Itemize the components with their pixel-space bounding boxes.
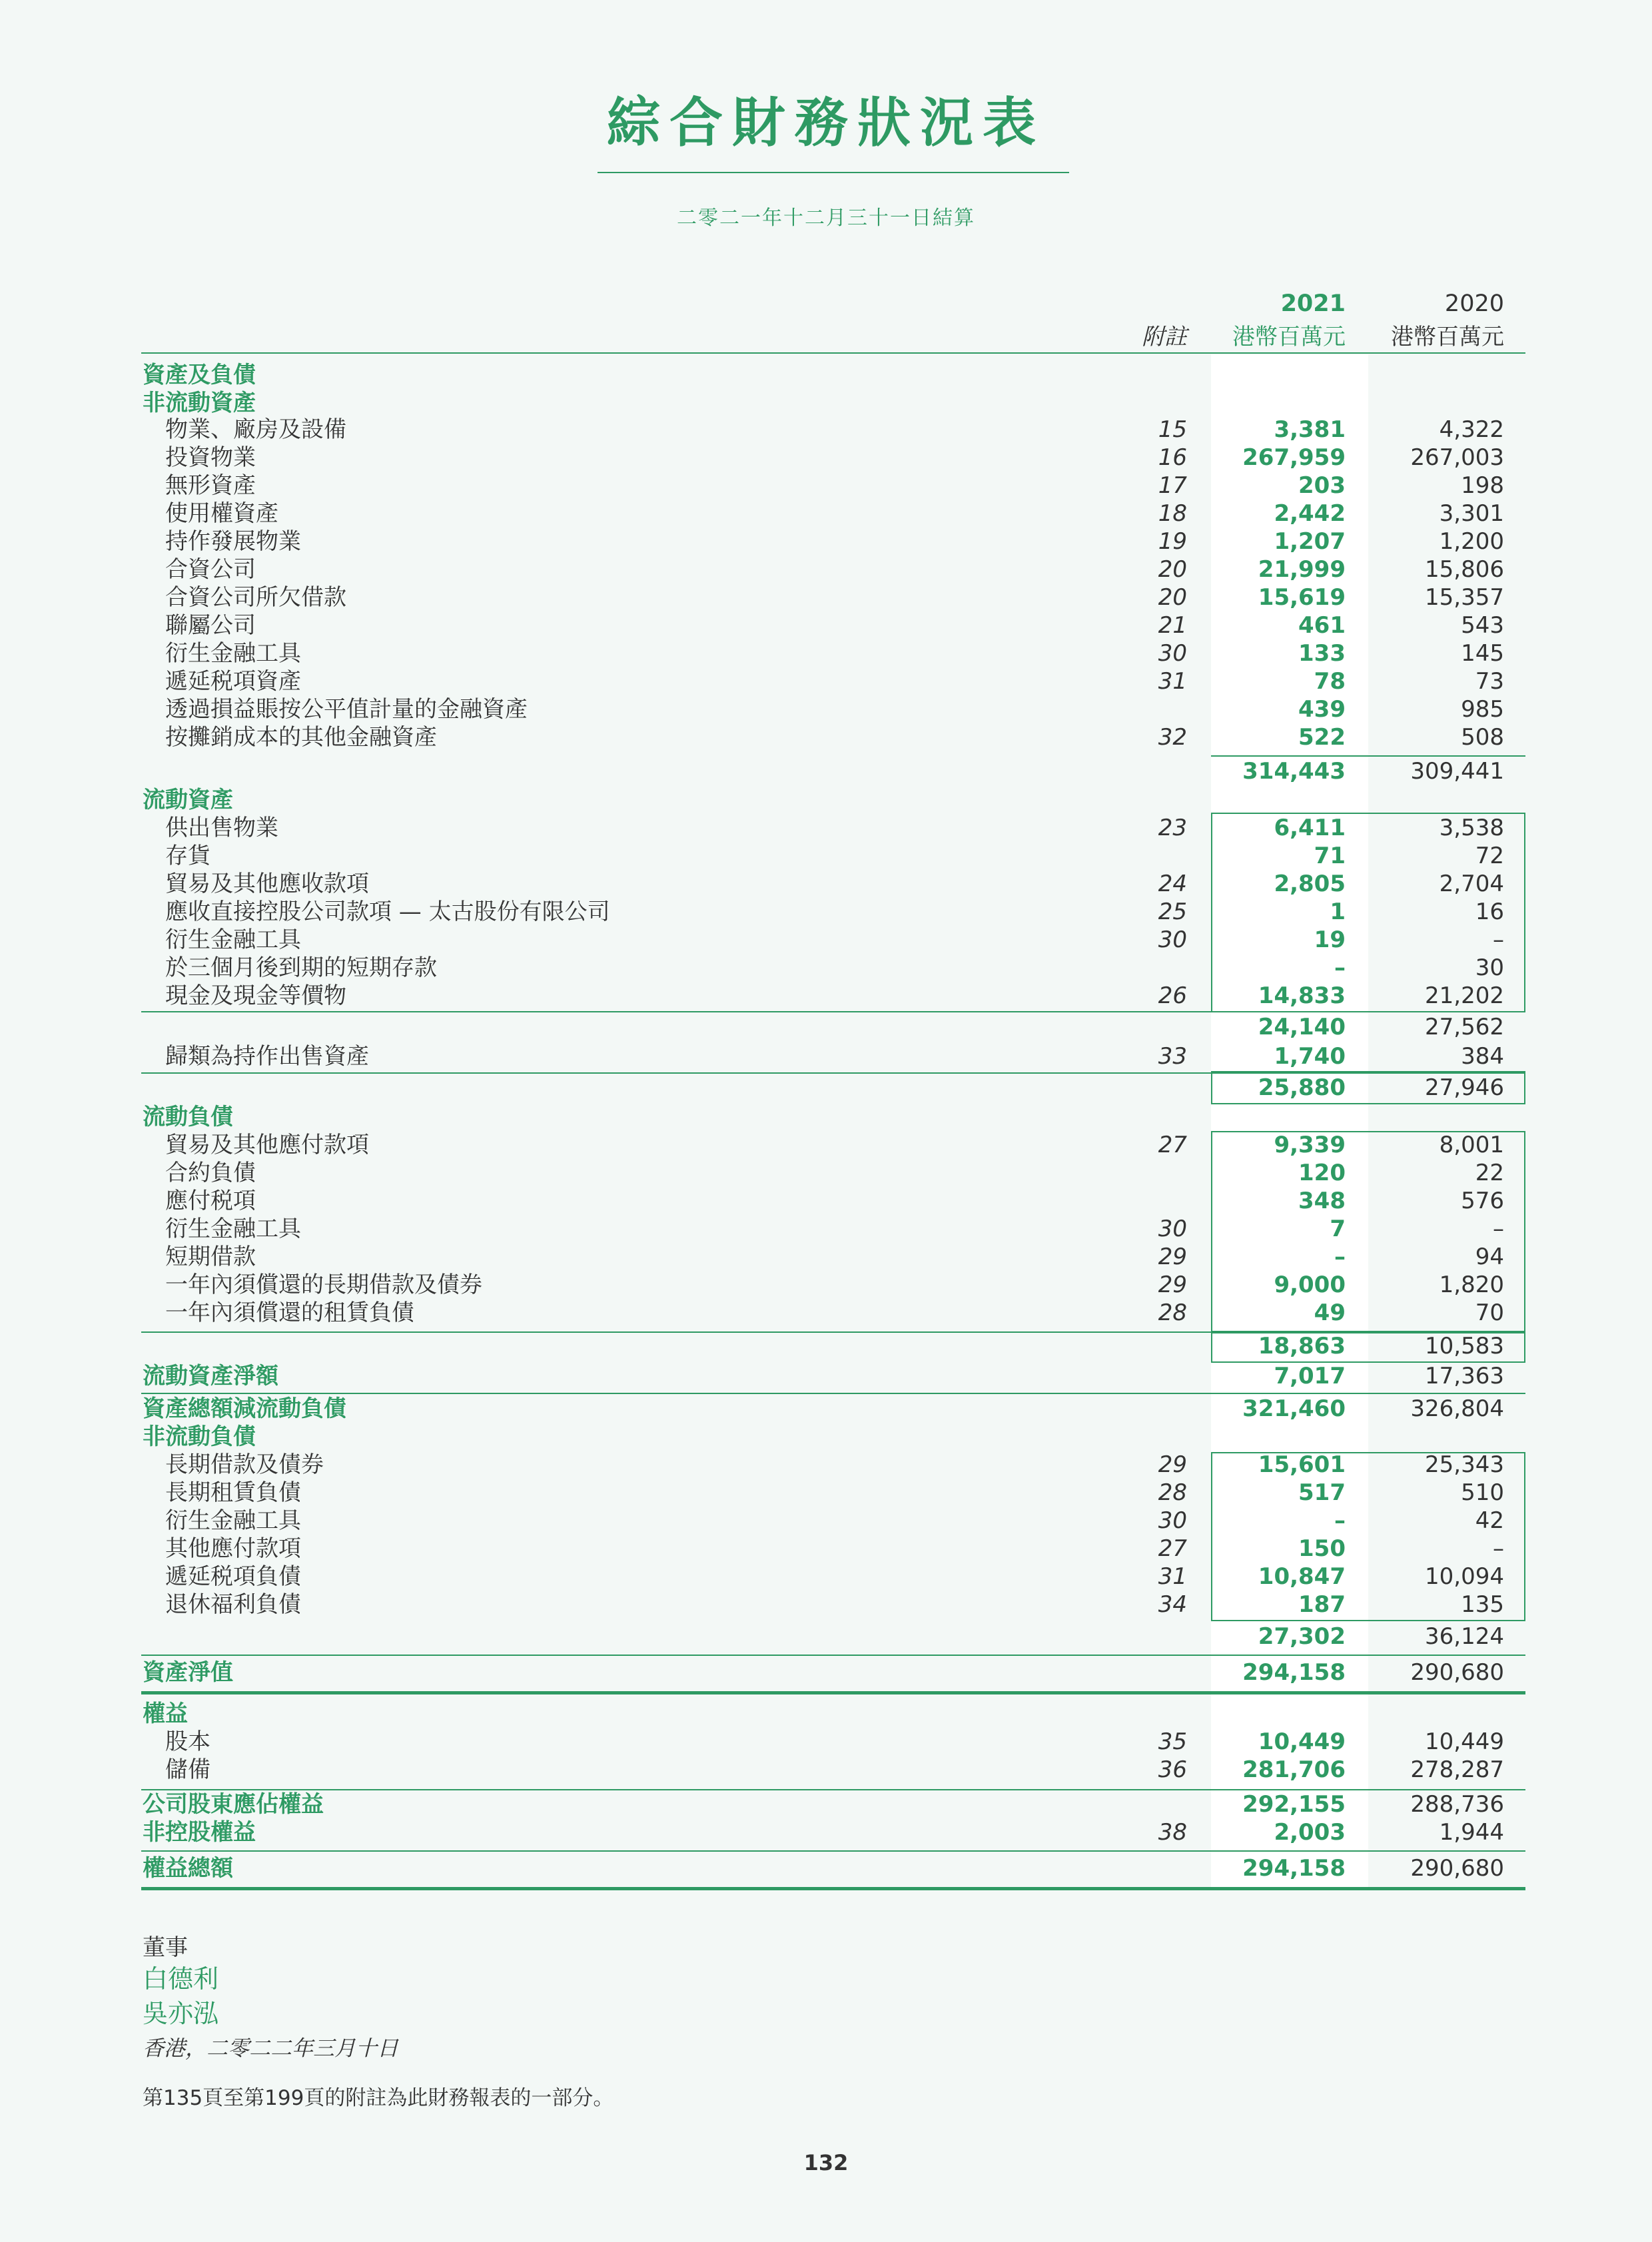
row-value-2021: – bbox=[1334, 954, 1346, 981]
table-row bbox=[0, 556, 1652, 583]
row-label: 非流動資產 bbox=[143, 390, 256, 416]
row-label: 現金及現金等價物 bbox=[165, 982, 346, 1009]
row-value-2020: – bbox=[1493, 1535, 1504, 1562]
row-label: 供出售物業 bbox=[165, 815, 278, 841]
row-value-2021: 14,833 bbox=[1258, 982, 1346, 1009]
row-value-2021: 294,158 bbox=[1242, 1855, 1346, 1882]
table-row bbox=[0, 583, 1652, 611]
row-value-2020: 326,804 bbox=[1410, 1395, 1504, 1422]
row-value-2020: 42 bbox=[1475, 1507, 1504, 1534]
row-note: 30 bbox=[1158, 640, 1187, 667]
row-value-2020: 27,946 bbox=[1425, 1074, 1504, 1101]
table-row bbox=[0, 528, 1652, 556]
row-label: 其他應付款項 bbox=[165, 1535, 301, 1562]
row-note: 20 bbox=[1158, 556, 1187, 583]
row-label: 衍生金融工具 bbox=[165, 640, 301, 667]
rule-shareholders-equity bbox=[141, 1789, 1525, 1790]
row-value-2021: 321,460 bbox=[1242, 1395, 1346, 1422]
row-label: 合資公司所欠借款 bbox=[165, 584, 346, 611]
table-row bbox=[0, 1818, 1652, 1846]
row-value-2020: – bbox=[1493, 927, 1504, 953]
row-value-2021: 27,302 bbox=[1258, 1623, 1346, 1650]
row-value-2020: 3,301 bbox=[1439, 500, 1504, 527]
row-value-2021: 15,619 bbox=[1258, 584, 1346, 611]
row-value-2021: 19 bbox=[1314, 927, 1346, 953]
row-value-2021: 187 bbox=[1298, 1591, 1346, 1618]
row-value-2021: 461 bbox=[1298, 612, 1346, 639]
row-value-2021: 292,155 bbox=[1242, 1791, 1346, 1818]
row-label: 非控股權益 bbox=[143, 1819, 256, 1846]
box-current-liabilities-total bbox=[1211, 1331, 1525, 1363]
row-label: 使用權資產 bbox=[165, 500, 278, 527]
table-row bbox=[0, 639, 1652, 667]
row-value-2020: 25,343 bbox=[1425, 1451, 1504, 1478]
row-value-2021: 71 bbox=[1314, 843, 1346, 869]
row-value-2020: 290,680 bbox=[1410, 1659, 1504, 1686]
row-label: 資產淨值 bbox=[143, 1659, 233, 1686]
row-label: 長期借款及債券 bbox=[165, 1451, 324, 1478]
row-value-2020: 94 bbox=[1475, 1244, 1504, 1270]
directors-label: 董事 bbox=[143, 1934, 188, 1961]
row-value-2021: – bbox=[1334, 1244, 1346, 1270]
row-label: 應付税項 bbox=[165, 1188, 256, 1214]
row-value-2021: 21,999 bbox=[1258, 556, 1346, 583]
row-label: 權益總額 bbox=[143, 1855, 233, 1882]
row-value-2020: 384 bbox=[1461, 1043, 1504, 1070]
row-value-2021: 133 bbox=[1298, 640, 1346, 667]
row-value-2020: 1,200 bbox=[1439, 528, 1504, 555]
table-row bbox=[0, 389, 1652, 417]
row-value-2020: 27,562 bbox=[1425, 1014, 1504, 1040]
table-row bbox=[0, 1700, 1652, 1728]
page-subtitle: 二零二一年十二月三十一日結算 bbox=[677, 206, 975, 230]
box-current-assets-total bbox=[1211, 1071, 1525, 1104]
row-value-2021: 150 bbox=[1298, 1535, 1346, 1562]
table-row bbox=[0, 1395, 1652, 1423]
row-label: 投資物業 bbox=[165, 444, 256, 471]
table-row bbox=[0, 723, 1652, 751]
table-row bbox=[0, 667, 1652, 695]
row-value-2020: 21,202 bbox=[1425, 982, 1504, 1009]
table-row bbox=[0, 786, 1652, 814]
row-label: 儲備 bbox=[165, 1756, 210, 1783]
row-value-2021: 294,158 bbox=[1242, 1659, 1346, 1686]
box-noncurrent-liabilities bbox=[1211, 1452, 1525, 1621]
row-label: 一年內須償還的租賃負債 bbox=[165, 1300, 414, 1326]
row-value-2020: 15,357 bbox=[1425, 584, 1504, 611]
row-note: 20 bbox=[1158, 584, 1187, 611]
row-label: 聯屬公司 bbox=[165, 612, 256, 639]
row-value-2021: 10,847 bbox=[1258, 1563, 1346, 1590]
row-label: 資產及負債 bbox=[143, 362, 256, 388]
row-value-2021: – bbox=[1334, 1507, 1346, 1534]
row-value-2021: 25,880 bbox=[1258, 1074, 1346, 1101]
row-value-2020: 288,736 bbox=[1410, 1791, 1504, 1818]
row-label: 存貨 bbox=[165, 843, 210, 869]
row-value-2020: 198 bbox=[1461, 472, 1504, 499]
row-note: 16 bbox=[1158, 444, 1187, 471]
row-value-2020: – bbox=[1493, 1216, 1504, 1242]
row-value-2021: 49 bbox=[1314, 1300, 1346, 1326]
row-label: 短期借款 bbox=[165, 1244, 256, 1270]
row-label: 按攤銷成本的其他金融資產 bbox=[165, 724, 437, 751]
table-row bbox=[0, 472, 1652, 500]
row-value-2021: 267,959 bbox=[1242, 444, 1346, 471]
row-value-2021: 15,601 bbox=[1258, 1451, 1346, 1478]
row-note: 30 bbox=[1158, 927, 1187, 953]
row-label: 流動資產淨額 bbox=[143, 1363, 278, 1389]
row-value-2021: 6,411 bbox=[1274, 815, 1346, 841]
row-note: 18 bbox=[1158, 500, 1187, 527]
table-row bbox=[0, 757, 1652, 785]
row-value-2020: 72 bbox=[1475, 843, 1504, 869]
table-row bbox=[0, 1728, 1652, 1756]
row-value-2020: 70 bbox=[1475, 1300, 1504, 1326]
table-row bbox=[0, 1013, 1652, 1041]
row-value-2021: 7,017 bbox=[1274, 1363, 1346, 1389]
row-value-2020: 17,363 bbox=[1425, 1363, 1504, 1389]
row-label: 權益 bbox=[143, 1700, 188, 1727]
row-label: 歸類為持作出售資產 bbox=[165, 1043, 369, 1070]
table-row bbox=[0, 500, 1652, 528]
row-value-2021: 1,740 bbox=[1274, 1043, 1346, 1070]
row-label: 於三個月後到期的短期存款 bbox=[165, 954, 437, 981]
row-value-2021: 348 bbox=[1298, 1188, 1346, 1214]
row-label: 股本 bbox=[165, 1728, 210, 1755]
place-and-date: 香港，二零二二年三月十日 bbox=[143, 2036, 399, 2061]
row-value-2021: 10,449 bbox=[1258, 1728, 1346, 1755]
row-note: 31 bbox=[1158, 1563, 1187, 1590]
row-note: 28 bbox=[1158, 1479, 1187, 1506]
row-label: 透過損益賬按公平值計量的金融資產 bbox=[165, 696, 528, 723]
row-value-2020: 2,704 bbox=[1439, 871, 1504, 897]
row-value-2020: 73 bbox=[1475, 668, 1504, 695]
row-value-2021: 18,863 bbox=[1258, 1333, 1346, 1359]
row-label: 遞延税項資產 bbox=[165, 668, 301, 695]
rule-noncurrent-assets-total bbox=[1211, 755, 1525, 757]
row-label: 貿易及其他應收款項 bbox=[165, 871, 369, 897]
rule-net-current-assets bbox=[141, 1393, 1525, 1394]
row-value-2021: 24,140 bbox=[1258, 1014, 1346, 1040]
row-value-2021: 120 bbox=[1298, 1160, 1346, 1186]
row-value-2021: 314,443 bbox=[1242, 758, 1346, 785]
table-row bbox=[0, 1103, 1652, 1131]
row-label: 合約負債 bbox=[165, 1160, 256, 1186]
row-note: 25 bbox=[1158, 899, 1187, 925]
row-label: 遞延税項負債 bbox=[165, 1563, 301, 1590]
row-note: 24 bbox=[1158, 871, 1187, 897]
row-value-2021: 9,000 bbox=[1274, 1272, 1346, 1298]
row-label: 合資公司 bbox=[165, 556, 256, 583]
row-label: 衍生金融工具 bbox=[165, 927, 301, 953]
row-value-2020: 145 bbox=[1461, 640, 1504, 667]
row-value-2020: 1,820 bbox=[1439, 1272, 1504, 1298]
row-note: 36 bbox=[1158, 1756, 1187, 1783]
row-value-2020: 510 bbox=[1461, 1479, 1504, 1506]
row-value-2020: 309,441 bbox=[1410, 758, 1504, 785]
row-value-2020: 135 bbox=[1461, 1591, 1504, 1618]
row-value-2020: 267,003 bbox=[1410, 444, 1504, 471]
rule-total-equity-bottom bbox=[141, 1887, 1525, 1890]
row-value-2020: 10,449 bbox=[1425, 1728, 1504, 1755]
row-note: 29 bbox=[1158, 1272, 1187, 1298]
rule-net-assets-top bbox=[141, 1655, 1525, 1656]
table-row bbox=[0, 1790, 1652, 1818]
row-label: 流動負債 bbox=[143, 1104, 233, 1130]
table-row bbox=[0, 1659, 1652, 1686]
row-value-2021: 2,003 bbox=[1274, 1819, 1346, 1846]
row-value-2020: 10,583 bbox=[1425, 1333, 1504, 1359]
row-value-2020: 16 bbox=[1475, 899, 1504, 925]
page-number: 132 bbox=[803, 2150, 849, 2175]
row-note: 33 bbox=[1158, 1043, 1187, 1070]
row-label: 持作發展物業 bbox=[165, 528, 301, 555]
row-label: 長期租賃負債 bbox=[165, 1479, 301, 1506]
row-note: 21 bbox=[1158, 612, 1187, 639]
header-currency-prior: 港幣百萬元 bbox=[1391, 324, 1504, 350]
row-value-2020: 10,094 bbox=[1425, 1563, 1504, 1590]
row-note: 17 bbox=[1158, 472, 1187, 499]
row-value-2021: 439 bbox=[1298, 696, 1346, 723]
row-value-2020: 543 bbox=[1461, 612, 1504, 639]
row-value-2021: 3,381 bbox=[1274, 416, 1346, 443]
table-row bbox=[0, 695, 1652, 723]
header-year-current: 2021 bbox=[1280, 290, 1346, 317]
row-label: 公司股東應佔權益 bbox=[143, 1791, 324, 1818]
row-value-2020: 278,287 bbox=[1410, 1756, 1504, 1783]
row-label: 資產總額減流動負債 bbox=[143, 1395, 346, 1422]
row-note: 29 bbox=[1158, 1451, 1187, 1478]
director-name-2: 吳亦泓 bbox=[143, 1999, 219, 2028]
row-value-2020: 576 bbox=[1461, 1188, 1504, 1214]
row-note: 30 bbox=[1158, 1507, 1187, 1534]
row-value-2020: 36,124 bbox=[1425, 1623, 1504, 1650]
table-row bbox=[0, 416, 1652, 444]
box-current-liabilities bbox=[1211, 1131, 1525, 1333]
row-note: 19 bbox=[1158, 528, 1187, 555]
row-value-2021: 7 bbox=[1330, 1216, 1346, 1242]
row-label: 非流動負債 bbox=[143, 1423, 256, 1450]
table-row bbox=[0, 1623, 1652, 1651]
row-label: 退休福利負債 bbox=[165, 1591, 301, 1618]
row-value-2020: 15,806 bbox=[1425, 556, 1504, 583]
header-currency-current: 港幣百萬元 bbox=[1232, 324, 1346, 350]
row-note: 35 bbox=[1158, 1728, 1187, 1755]
row-value-2020: 3,538 bbox=[1439, 815, 1504, 841]
row-value-2020: 8,001 bbox=[1439, 1132, 1504, 1158]
row-value-2020: 30 bbox=[1475, 954, 1504, 981]
director-name-1: 白德利 bbox=[143, 1964, 219, 1994]
row-value-2021: 1,207 bbox=[1274, 528, 1346, 555]
row-value-2021: 522 bbox=[1298, 724, 1346, 751]
row-value-2021: 203 bbox=[1298, 472, 1346, 499]
row-label: 一年內須償還的長期借款及債券 bbox=[165, 1272, 482, 1298]
row-note: 30 bbox=[1158, 1216, 1187, 1242]
row-note: 15 bbox=[1158, 416, 1187, 443]
row-value-2020: 1,944 bbox=[1439, 1819, 1504, 1846]
page-title: 綜合財務狀況表 bbox=[607, 92, 1045, 154]
row-note: 34 bbox=[1158, 1591, 1187, 1618]
table-row bbox=[0, 1042, 1652, 1070]
table-row bbox=[0, 611, 1652, 639]
row-note: 27 bbox=[1158, 1132, 1187, 1158]
row-note: 28 bbox=[1158, 1300, 1187, 1326]
row-value-2021: 517 bbox=[1298, 1479, 1346, 1506]
row-value-2021: 2,805 bbox=[1274, 871, 1346, 897]
row-label: 物業、廠房及設備 bbox=[165, 416, 346, 443]
row-label: 無形資產 bbox=[165, 472, 256, 499]
footnote: 第135頁至第199頁的附註為此財務報表的一部分。 bbox=[143, 2086, 614, 2110]
table-row bbox=[0, 1756, 1652, 1784]
row-value-2021: 1 bbox=[1330, 899, 1346, 925]
table-row bbox=[0, 361, 1652, 389]
row-value-2020: 290,680 bbox=[1410, 1855, 1504, 1882]
header-note-label: 附註 bbox=[1142, 324, 1187, 350]
row-value-2021: 9,339 bbox=[1274, 1132, 1346, 1158]
row-value-2021: 281,706 bbox=[1242, 1756, 1346, 1783]
row-note: 32 bbox=[1158, 724, 1187, 751]
row-label: 衍生金融工具 bbox=[165, 1507, 301, 1534]
row-value-2020: 4,322 bbox=[1439, 416, 1504, 443]
table-row bbox=[0, 1854, 1652, 1882]
row-label: 應收直接控股公司款項 — 太古股份有限公司 bbox=[165, 899, 610, 925]
table-row bbox=[0, 444, 1652, 472]
row-note: 31 bbox=[1158, 668, 1187, 695]
rule-total-equity-top bbox=[141, 1850, 1525, 1852]
header-year-prior: 2020 bbox=[1444, 290, 1504, 317]
table-row bbox=[0, 1362, 1652, 1390]
row-value-2020: 22 bbox=[1475, 1160, 1504, 1186]
row-value-2020: 985 bbox=[1461, 696, 1504, 723]
row-note: 23 bbox=[1158, 815, 1187, 841]
row-label: 貿易及其他應付款項 bbox=[165, 1132, 369, 1158]
table-row bbox=[0, 1423, 1652, 1451]
row-note: 26 bbox=[1158, 982, 1187, 1009]
row-value-2020: 508 bbox=[1461, 724, 1504, 751]
row-value-2021: 78 bbox=[1314, 668, 1346, 695]
rule-net-assets-bottom bbox=[141, 1691, 1525, 1694]
row-note: 27 bbox=[1158, 1535, 1187, 1562]
row-label: 流動資產 bbox=[143, 787, 233, 813]
row-note: 38 bbox=[1158, 1819, 1187, 1846]
row-note: 29 bbox=[1158, 1244, 1187, 1270]
row-value-2021: 2,442 bbox=[1274, 500, 1346, 527]
row-label: 衍生金融工具 bbox=[165, 1216, 301, 1242]
box-current-assets bbox=[1211, 813, 1525, 1012]
